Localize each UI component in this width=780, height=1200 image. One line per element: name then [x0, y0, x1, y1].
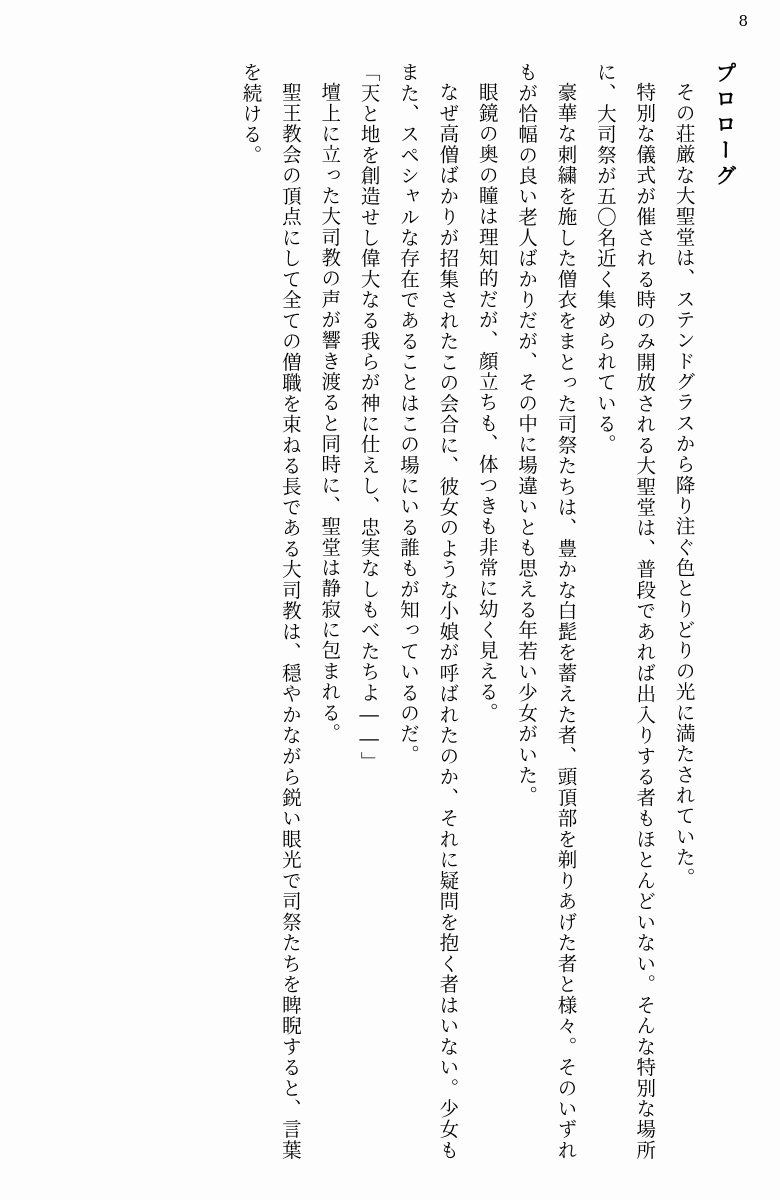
- page-text-body: [36, 62, 746, 1160]
- page-number: 8: [738, 12, 748, 30]
- chapter-title: プロローグ: [713, 62, 738, 191]
- paragraph: 特別な儀式が催される時のみ開放される大聖堂は、普段であれば出入りする者もほとんどいない。そんな特別な場所に、大司祭が五〇名近く集められている。: [593, 62, 657, 1160]
- paragraph: 聖王教会の頂点にして全ての僧職を束ねる長である大司教は、穏やかながら鋭い眼光で司祭たちを睥睨すると、言葉を続ける。: [239, 62, 302, 1160]
- paragraph: その荘厳な大聖堂は、ステンドグラスから降り注ぐ色とりどりの光に満たされていた。: [672, 81, 696, 888]
- paragraph: 眼鏡の奥の瞳は理知的だが、顔立ちも、体つきも非常に幼く見える。: [475, 81, 499, 723]
- paragraph: なぜ高僧ばかりが招集されたこの会合に、彼女のような小娘が呼ばれたのか、それに疑問を抱く者はいない。少女もまた、スペシャルな存在であることはこの場にいる誰もが知っているのだ。: [396, 62, 460, 1160]
- paragraph: 豪華な刺繍を施した僧衣をまとった司祭たちは、豊かな白髭を蓄えた者、頭頂部を剃りあげた者と様々。そのいずれもが恰幅の良い老人ばかりだが、その中に場違いとも思える年若い少女がいた。: [515, 62, 578, 1160]
- paragraph: 「天と地を創造せし偉大なる我らが神に仕えし、忠実なしもべたちよ――」: [357, 62, 381, 772]
- paragraph: 壇上に立った大司教の声が響き渡ると同時に、聖堂は静寂に包まれる。: [318, 81, 342, 743]
